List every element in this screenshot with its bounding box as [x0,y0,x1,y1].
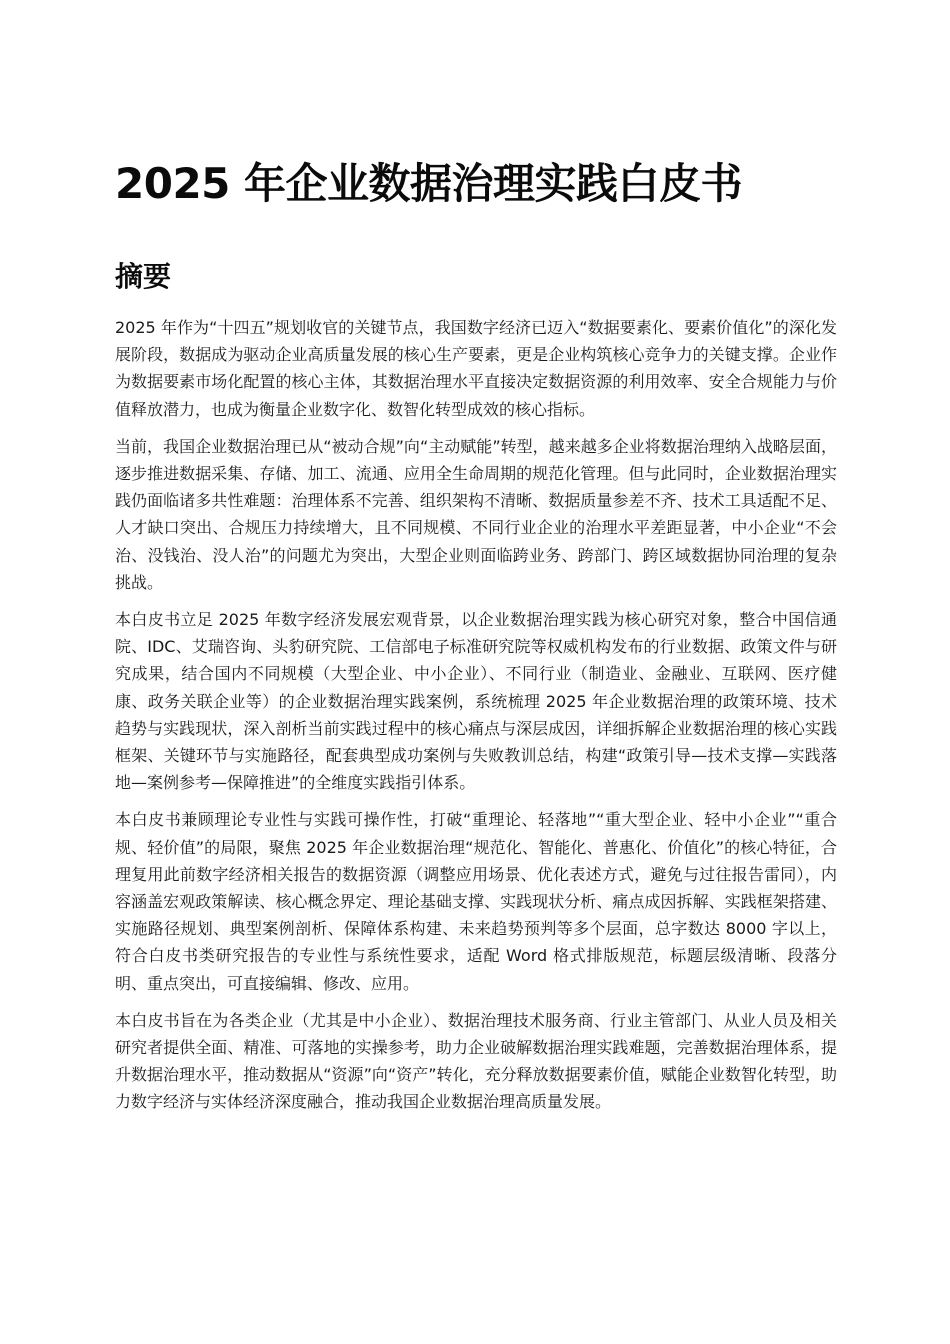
paragraph-3: 本白皮书立足 2025 年数字经济发展宏观背景，以企业数据治理实践为核心研究对象，整合中国信通院、IDC、艾瑞咨询、头豹研究院、工信部电子标准研究院等权威机构发布的行业数据、政策文件与研究成果，结合国内不同规模（大型企业、中小企业）、不同行业（制造业、金融业、互联网、医疗健康、政务关联企业等）的企业数据治理实践案例，系统梳理 2025 年企业数据治理的政策环境、技术趋势与实践现状，深入剖析当前实践过程中的核心痛点与深层成因，详细拆解企业数据治理的核心实践框架、关键环节与实施路径，配套典型成功案例与失败教训总结，构建“政策引导—技术支撑—实践落地—案例参考—保障推进”的全维度实践指引体系。 [115,610,837,793]
paragraph-5: 本白皮书旨在为各类企业（尤其是中小企业）、数据治理技术服务商、行业主管部门、从业人员及相关研究者提供全面、精准、可落地的实操参考，助力企业破解数据治理实践难题，完善数据治理体系，提升数据治理水平，推动数据从“资源”向“资产”转化，充分释放数据要素价值，赋能企业数智化转型，助力数字经济与实体经济深度融合，推动我国企业数据治理高质量发展。 [115,1010,837,1112]
document-title: 2025 年企业数据治理实践白皮书 [115,159,743,208]
paragraph-4: 本白皮书兼顾理论专业性与实践可操作性，打破“重理论、轻落地”“重大型企业、轻中小企业”“重合规、轻价值”的局限，聚焦 2025 年企业数据治理“规范化、智能化、普惠化、价值化”的核心特征，合理复用此前数字经济相关报告的数据资源（调整应用场景、优化表述方式，避免与过往报告雷同），内容涵盖宏观政策解读、核心概念界定、理论基础支撑、实践现状分析、痛点成因拆解、实践框架搭建、实施路径规划、典型案例剖析、保障体系构建、未来趋势预判等多个层面，总字数达 8000 字以上，符合白皮书类研究报告的专业性与系统性要求，适配 Word 格式排版规范，标题层级清晰、段落分明、重点突出，可直接编辑、修改、应用。 [115,810,837,993]
paragraph-2: 当前，我国企业数据治理已从“被动合规”向“主动赋能”转型，越来越多企业将数据治理纳入战略层面，逐步推进数据采集、存储、加工、流通、应用全生命周期的规范化管理。但与此同时，企业数据治理实践仍面临诸多共性难题：治理体系不完善、组织架构不清晰、数据质量参差不齐、技术工具适配不足、人才缺口突出、合规压力持续增大，且不同规模、不同行业企业的治理水平差距显著，中小企业“不会治、没钱治、没人治”的问题尤为突出，大型企业则面临跨业务、跨部门、跨区域数据协同治理的复杂挑战。 [115,436,837,592]
document-page [115,0,837,1344]
section-heading-abstract: 摘要 [115,260,172,293]
abstract-body [115,314,837,1126]
paragraph-1: 2025 年作为“十四五”规划收官的关键节点，我国数字经济已迈入“数据要素化、要素价值化”的深化发展阶段，数据成为驱动企业高质量发展的核心生产要素，更是企业构筑核心竞争力的关键支撑。企业作为数据要素市场化配置的核心主体，其数据治理水平直接决定数据资源的利用效率、安全合规能力与价值释放潜力，也成为衡量企业数字化、数智化转型成效的核心指标。 [115,318,837,419]
